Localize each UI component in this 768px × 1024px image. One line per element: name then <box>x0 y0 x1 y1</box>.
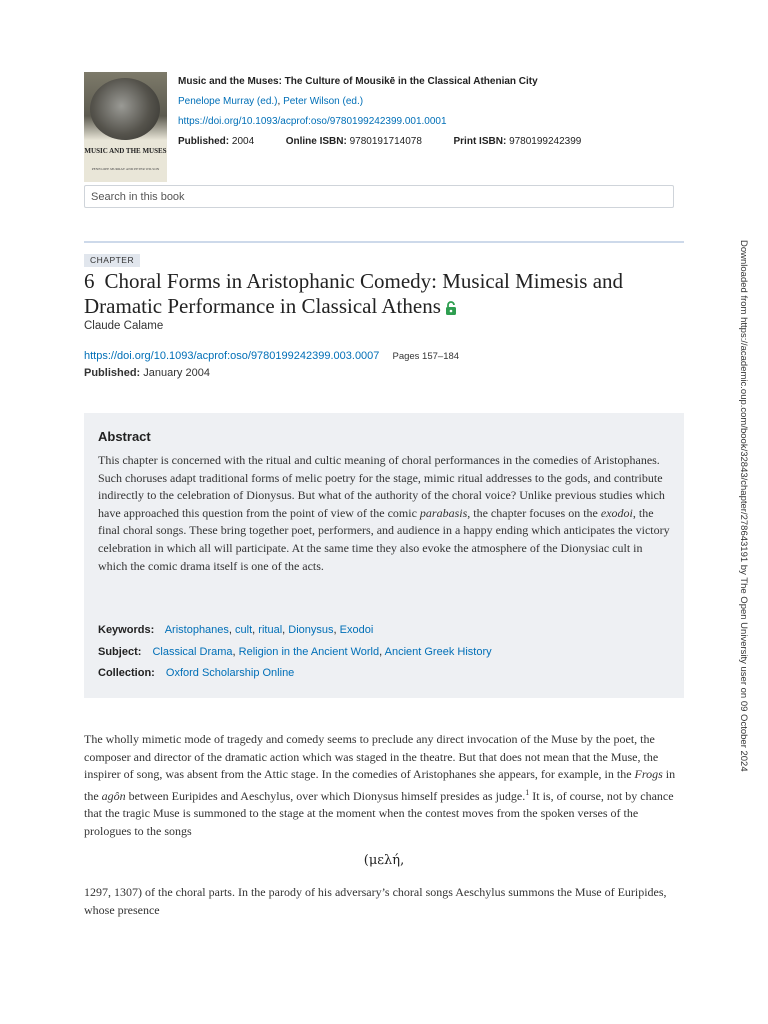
keyword-link[interactable]: Dionysus <box>288 624 334 636</box>
abstract-heading: Abstract <box>98 429 151 444</box>
keyword-link[interactable]: cult <box>235 624 253 636</box>
editor-link-wilson[interactable]: Peter Wilson (ed.) <box>283 96 364 107</box>
keywords-row: Keywords: Aristophanes, cult, ritual, Dionysus, Exodoi <box>98 624 374 636</box>
subject-link[interactable]: Ancient Greek History <box>384 646 492 658</box>
chapter-published-label: Published: <box>84 367 141 379</box>
chapter-badge: CHAPTER <box>84 254 140 267</box>
book-published-value: 2004 <box>231 136 255 147</box>
chapter-published-row <box>84 367 210 379</box>
keyword-link[interactable]: Exodoi <box>339 624 374 636</box>
body-em-agon: agôn <box>101 788 126 803</box>
download-watermark: Downloaded from https://academic.oup.com/book/32843/chapter/278643191 by The Open University user on 09 October 2024 <box>738 240 749 772</box>
chapter-published-value: January 2004 <box>143 367 210 379</box>
keyword-link[interactable]: ritual <box>258 624 283 636</box>
cover-vase-image <box>90 78 160 140</box>
footnote-ref[interactable]: 1 <box>525 787 530 797</box>
unlocked-padlock-icon <box>445 296 457 321</box>
chapter-doi-link[interactable]: https://doi.org/10.1093/acprof:oso/9780199242399.003.0007 <box>84 350 380 362</box>
abstract-em-parabasis: parabasis <box>419 505 468 520</box>
collection-link[interactable]: Oxford Scholarship Online <box>165 667 295 679</box>
abstract-em-exodoi: exodoi <box>600 505 633 520</box>
editor-link-murray[interactable]: Penelope Murray (ed.) <box>178 96 278 107</box>
cover-title: MUSIC AND THE MUSES <box>84 147 167 155</box>
subject-label: Subject: <box>98 646 142 658</box>
print-isbn-label: Print ISBN: <box>453 136 507 147</box>
collection-label: Collection: <box>98 667 155 679</box>
body-paragraph-continued: 1297, 1307) of the choral parts. In the parody of his adversary’s choral songs Aeschylus summons the Muse of Euripides, whose presence <box>84 885 667 917</box>
subject-link[interactable]: Religion in the Ancient World <box>238 646 380 658</box>
greek-text: (μελή, <box>363 853 405 868</box>
search-in-book-input[interactable]: Search in this book <box>84 185 674 208</box>
body-paragraph: The wholly mimetic mode of tragedy and comedy seems to preclude any direct invocation of the Muse by the poet, the composer and director of the dramatic action which was staged in the theatre. But that does not mean that the Muse, the inspirer of song, was absent from the Attic stage. In the comedies of Aristophanes she appears, for example, in the Frogs in the agôn between Euripides and Aeschylus, over which Dionysus himself presides as judge.$^1$ It is, of course, not by chance that the tragic Muse is summoned to the stage at the moment when the contest moves from the spoken verses of the prologues to the songs <box>84 732 676 838</box>
chapter-number: 6 <box>84 269 95 293</box>
cover-editors: PENELOPE MURRAY AND PETER WILSON <box>91 167 160 171</box>
abstract-text: This chapter is concerned with the ritual and cultic meaning of choral performances in the comedies of Aristophanes. Such choruses adapt traditional forms of melic poetry for the stage, mimic ritual addresses to the gods, and contribute indirectly to the celebration of Dionysus. But what of the authority of the choral voice? Unlike previous studies which have approached this question from the point of view of the comic parabasis, the chapter focuses on the exodoi, the final choral songs. These bring together poet, performers, and audience in a happy ending which anticipates the victory celebration in which all will participate. At the same time they also evoke the atmosphere of the Dionysiac cult in which the comic drama itself is one of the acts. <box>98 453 670 573</box>
keywords-label: Keywords: <box>98 624 155 636</box>
book-doi-link[interactable]: https://doi.org/10.1093/acprof:oso/9780199242399.001.0001 <box>178 116 447 127</box>
online-isbn-value: 9780191714078 <box>349 136 422 147</box>
editor-separator: , <box>277 96 284 107</box>
book-cover-image[interactable] <box>84 72 167 182</box>
print-isbn-value: 9780199242399 <box>509 136 582 147</box>
online-isbn-label: Online ISBN: <box>285 136 347 147</box>
book-title[interactable]: Music and the Muses: The Culture of Mousikē in the Classical Athenian City <box>178 76 538 87</box>
chapter-title-block <box>84 269 684 321</box>
subject-link[interactable]: Classical Drama <box>152 646 233 658</box>
collection-row <box>98 667 294 679</box>
abstract-panel <box>84 413 684 698</box>
keyword-link[interactable]: Aristophanes <box>164 624 229 636</box>
subject-row: Subject: Classical Drama, Religion in the Ancient World, Ancient Greek History <box>98 646 492 658</box>
chapter-title: Choral Forms in Aristophanic Comedy: Musical Mimesis and Dramatic Performance in Classical Athens <box>84 269 624 318</box>
book-metadata <box>178 72 678 152</box>
chapter-author[interactable]: Claude Calame <box>84 320 164 332</box>
section-divider <box>84 241 684 243</box>
book-published-label: Published: <box>178 136 230 147</box>
chapter-doi-row <box>84 350 459 362</box>
body-em-frogs: Frogs <box>634 767 663 782</box>
chapter-pages: Pages 157–184 <box>392 351 460 362</box>
